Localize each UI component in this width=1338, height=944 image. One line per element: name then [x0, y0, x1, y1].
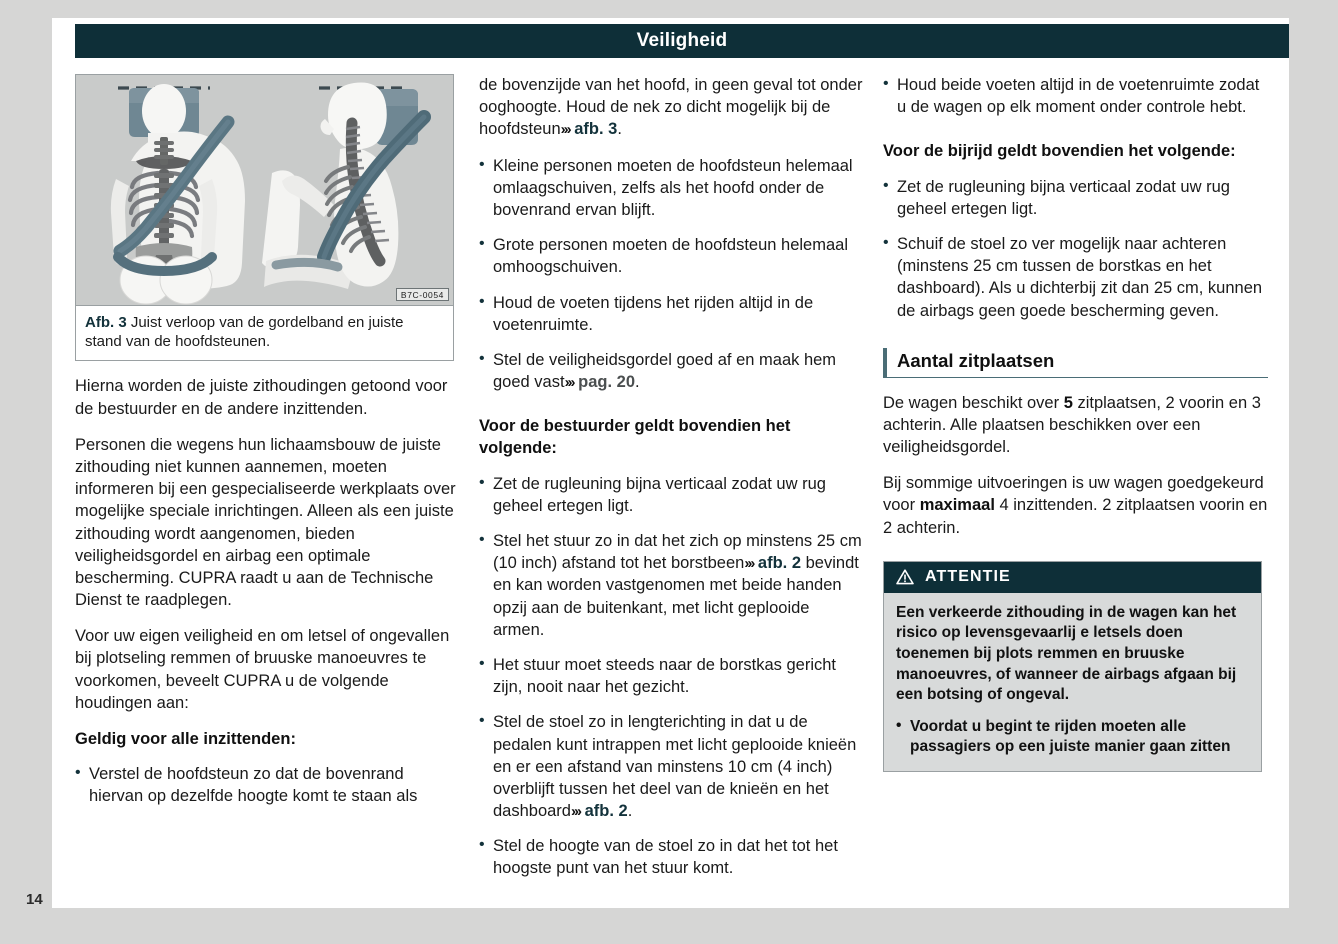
- chevron-reference-icon: ›››: [744, 555, 754, 573]
- page-number: 14: [26, 891, 43, 908]
- subheading-all-occupants: Geldig voor alle inzittenden:: [75, 730, 296, 748]
- list-item: • Zet de rugleuning bijna verticaal zodat uw rug geheel ertegen ligt.: [883, 176, 1268, 220]
- cross-reference-link[interactable]: afb. 3: [574, 120, 618, 139]
- list-item: • Verstel de hoofdsteun zo dat de bovenrand hiervan op dezelfde hoogte komt te staan als: [75, 763, 460, 807]
- list-item-text-a: Stel de stoel zo in lengterichting in dat u de pedalen kunt intrappen met licht geplooide knieën en er een afstand van minstens 10 cm (4 inch) overblijft tussen het deel van de knieën en het dashboard: [493, 713, 857, 821]
- chevron-reference-icon: ›››: [564, 374, 574, 392]
- bullet-list-general: [479, 155, 864, 394]
- figure-afb-3: [75, 74, 454, 361]
- chevron-reference-icon: ›››: [560, 121, 570, 139]
- list-item: • Het stuur moet steeds naar de borstkas gericht zijn, nooit naar het gezicht.: [479, 654, 864, 698]
- list-item: [479, 530, 864, 641]
- bullet-list-all-occupants: [75, 763, 460, 807]
- subheading-passenger: Voor de bijrijd geldt bovendien het volgende:: [883, 142, 1236, 161]
- paragraph-intro: Hierna worden de juiste zithoudingen getoond voor de bestuurder en de andere inzittenden.: [75, 377, 448, 418]
- cross-reference-link[interactable]: afb. 2: [757, 554, 802, 573]
- paragraph-special-seating: Personen die wegens hun lichaamsbouw de juiste zithouding niet kunnen aannemen, moeten informeren bij een gespecialiseerde werkplaats over mogelijke speciale inrichtingen. Alleen als een juiste zithouding wordt aangenomen, bieden veiligheidsgordel en airbag een optimale bescherming. CUPRA raadt u aan de Technische Dienst te raadplegen.: [75, 435, 456, 610]
- figure-caption-label: Afb. 3: [85, 314, 127, 331]
- paragraph-headrest-continuation: [479, 74, 864, 141]
- list-item-text-a: Stel het stuur zo in dat het zich op minstens 25 cm (10 inch) afstand tot het borstbeen: [493, 532, 862, 573]
- warning-title: ATTENTIE: [925, 568, 1011, 586]
- document-page: [26, 18, 1289, 908]
- cross-reference-link[interactable]: afb. 2: [584, 802, 628, 821]
- list-item: [479, 349, 864, 393]
- figure-code: B7C-0054: [396, 288, 449, 301]
- column-left: [75, 74, 460, 821]
- subheading-driver: Voor de bestuurder geldt bovendien het volgende:: [479, 417, 791, 458]
- continuation-text: de bovenzijde van het hoofd, in geen geval tot onder ooghoogte. Houd de nek zo dicht mogelijk bij de hoofdsteun: [479, 76, 863, 139]
- three-column-layout: [75, 74, 1289, 900]
- warning-box-header: [884, 562, 1261, 593]
- warning-bullet-list: [896, 717, 1249, 758]
- continuation-period: .: [617, 120, 622, 139]
- seat-count-value: 5: [1063, 393, 1073, 412]
- list-item: • Grote personen moeten de hoofdsteun helemaal omhoogschuiven.: [479, 234, 864, 278]
- head-front: [142, 84, 186, 138]
- figure-caption-text: Juist verloop van de gordelband en juiste stand van de hoofdsteunen.: [85, 314, 404, 351]
- bullet-list-driver: [479, 473, 864, 880]
- paragraph-safety-recommendation: Voor uw eigen veiligheid en om letsel of ongevallen bij plotseling remmen of bruuske manoeuvres te voorkomen, beveelt CUPRA u de volgende houdingen aan:: [75, 627, 450, 712]
- paragraph-max-occupants: [883, 472, 1268, 539]
- list-item: • Houd de voeten tijdens het rijden altijd in de voetenruimte.: [479, 292, 864, 336]
- list-item-text: Stel de veiligheidsgordel goed af en maak hem goed vast: [493, 350, 837, 392]
- max-occupants-emphasis: maximaal: [919, 496, 995, 515]
- max-occupants-text-c: 4 inzittenden. 2 zitplaatsen voorin en 2 achterin.: [883, 496, 1268, 537]
- warning-triangle-icon: [896, 569, 914, 585]
- lap-belt-side: [276, 262, 338, 267]
- page-reference-link[interactable]: pag. 20: [578, 373, 636, 392]
- figure-image-seatbelt-skeleton: [76, 75, 453, 306]
- list-item: • Zet de rugleuning bijna verticaal zodat uw rug geheel ertegen ligt.: [479, 473, 864, 517]
- list-item: • Voordat u begint te rijden moeten alle passagiers op een juiste manier gaan zitten: [896, 717, 1249, 758]
- list-item-text-b: bevindt en kan worden vastgenomen met beide handen opzij aan de buitenkant, met licht geplooide armen.: [493, 554, 859, 639]
- figure-caption: [76, 306, 453, 360]
- bullet-list-feet: [883, 74, 1268, 118]
- warning-box-body: [884, 593, 1261, 771]
- warning-box-attentie: [883, 561, 1262, 772]
- max-occupants-text-a: Bij sommige uitvoeringen is uw wagen goedgekeurd voor: [883, 474, 1264, 515]
- seat-count-text-c: zitplaatsen, 2 voorin en 3 achterin. Alle plaatsen beschikken over een veiligheidsgordel.: [883, 393, 1261, 457]
- column-middle: [479, 74, 864, 893]
- seat-count-text-a: De wagen beschikt over: [883, 393, 1064, 412]
- list-item: [479, 711, 864, 822]
- page-header-title: Veiligheid: [75, 24, 1289, 58]
- column-right: [883, 74, 1268, 772]
- section-heading-seat-count: Aantal zitplaatsen: [883, 348, 1268, 378]
- list-item: • Schuif de stoel zo ver mogelijk naar achteren (minstens 25 cm tussen de borstkas en het dashboard). Als u dichterbij zit dan 25 cm, kunnen de airbags geen goede bescherming geven.: [883, 233, 1268, 322]
- paragraph-seat-count: [883, 392, 1268, 459]
- chevron-reference-icon: ›››: [570, 803, 580, 821]
- bullet-list-passenger: [883, 176, 1268, 322]
- warning-paragraph: Een verkeerde zithouding in de wagen kan het risico op levensgevaarlij e letsels doen toenemen bij plots remmen en bruuske manoeuvres, of wanneer de airbags afgaan bij een botsing of ongeval.: [896, 603, 1237, 704]
- list-item: • Kleine personen moeten de hoofdsteun helemaal omlaagschuiven, zelfs als het hoofd onder de bovenrand ervan blijft.: [479, 155, 864, 222]
- list-item-tail: .: [635, 373, 640, 392]
- seatbelt-posture-illustration: [76, 75, 453, 305]
- list-item: • Houd beide voeten altijd in de voetenruimte zodat u de wagen op elk moment onder controle hebt.: [883, 74, 1268, 118]
- list-item-text-b: .: [627, 802, 633, 821]
- head-side: [328, 82, 387, 149]
- list-item: • Stel de hoogte van de stoel zo in dat het tot het hoogste punt van het stuur komt.: [479, 835, 864, 879]
